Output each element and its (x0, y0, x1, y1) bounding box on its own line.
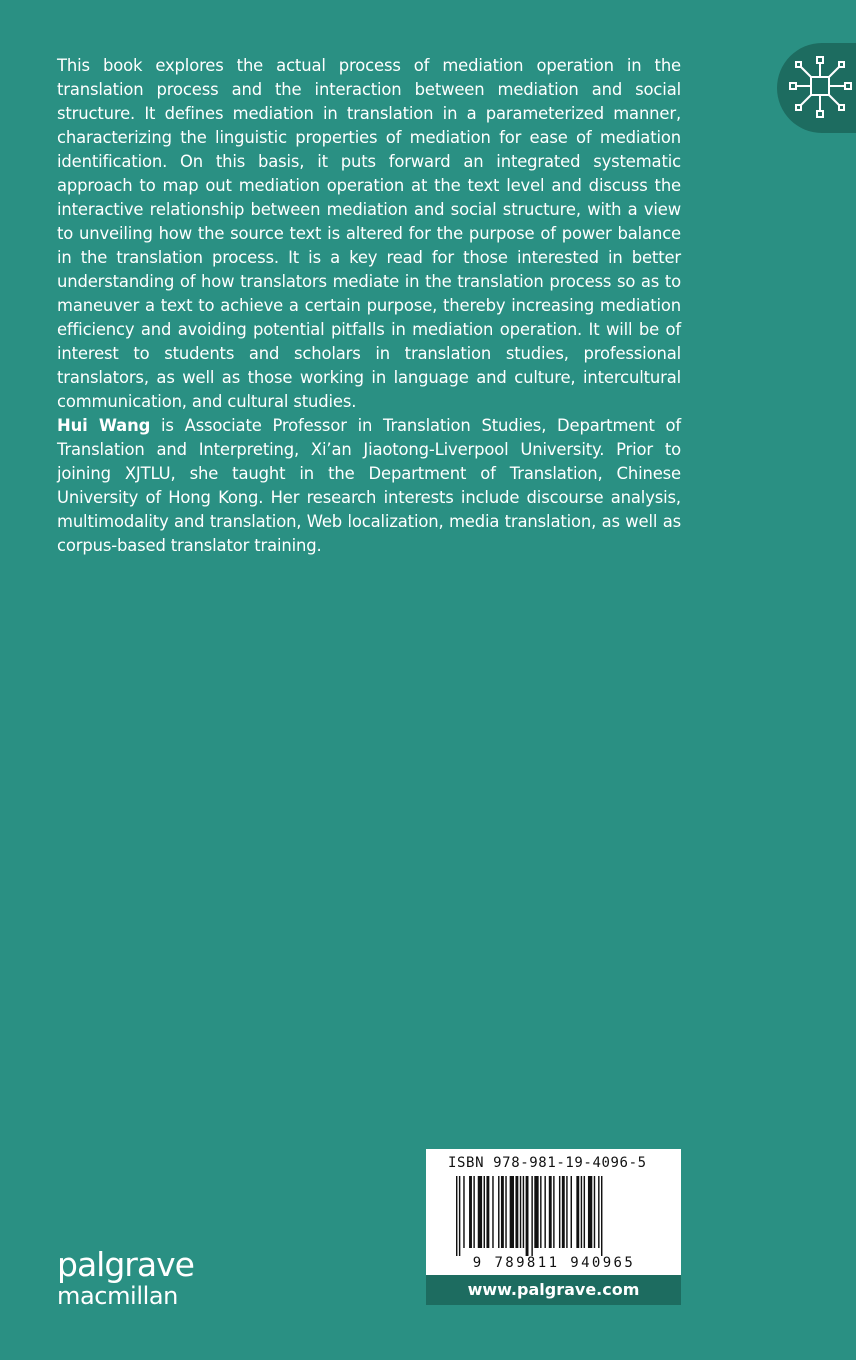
palgrave-macmillan-logo (57, 1247, 194, 1309)
barcode-bar (576, 1176, 579, 1248)
barcode-bar (478, 1176, 482, 1248)
barcode-bar (553, 1176, 554, 1248)
barcode-bar (544, 1176, 545, 1248)
barcode-bar (584, 1176, 585, 1248)
book-blurb: This book explores the actual process of mediation operation in the translation process and the interaction between mediation and social structure. It defines mediation in translation in a parameterized manner, characterizing the linguistic properties of mediation for ease of mediation identification. On this basis, it puts forward an integrated systematic approach to map out mediation operation at the text level and discuss the interactive relationship between mediation and social structure, with a view to unveiling how the source text is altered for the purpose of power balance in the translation process. It is a key read for those interested in better understanding of how translators mediate in the translation process so as to maneuver a text to achieve a certain purpose, thereby increasing mediation efficiency and avoiding potential pitfalls in mediation operation. It will be of interest to students and scholars in translation studies, professional translators, as well as those working in language and culture, intercultural communication, and cultural studies. (57, 56, 681, 412)
author-name: Hui Wang (57, 416, 151, 436)
barcode-bar (601, 1176, 602, 1256)
barcode-bar (492, 1176, 493, 1248)
barcode-bar (594, 1176, 595, 1248)
barcode-bar (459, 1176, 460, 1256)
author-bio-text: is Associate Professor in Translation Studies, Department of Translation and Interpreting, Xi’an Jiaotong-Liverpool University. Prior to joining XJTLU, she taught in the Department of Translation, Chinese University of Hong Kong. Her research interests include discourse analysis, multimodality and translation, Web localization, media translation, as well as corpus-based translator training. (57, 416, 682, 556)
barcode-bar (549, 1176, 552, 1248)
barcode-bar (598, 1176, 599, 1248)
barcode-bar (510, 1176, 514, 1248)
barcode-bar (456, 1176, 457, 1256)
barcode-bar (588, 1176, 592, 1248)
barcode-bar (566, 1176, 567, 1248)
barcode-panel (426, 1149, 681, 1275)
barcode-digits: 9 789811 940965 (472, 1255, 636, 1271)
barcode-bar (498, 1176, 499, 1248)
palgrave-network-icon (777, 43, 856, 133)
barcode-bar (463, 1176, 464, 1248)
barcode-icon (444, 1176, 664, 1271)
logo-line2: macmillan (57, 1282, 178, 1310)
barcode-bar (520, 1176, 521, 1248)
barcode-bar (534, 1176, 538, 1248)
logo-line1: palgrave (57, 1245, 194, 1284)
barcode-bar (571, 1176, 572, 1248)
barcode-bar (469, 1176, 472, 1248)
barcode-bar (559, 1176, 560, 1248)
barcode-bar (473, 1176, 474, 1248)
publisher-url: www.palgrave.com (426, 1275, 681, 1305)
barcode-bar (501, 1176, 504, 1248)
barcode-bar (531, 1176, 532, 1256)
barcode-bar (484, 1176, 485, 1248)
barcode-bar (515, 1176, 518, 1248)
author-bio (57, 414, 681, 558)
barcode-bar (505, 1176, 506, 1248)
barcode-bar (581, 1176, 582, 1248)
barcode-bar (526, 1176, 529, 1256)
barcode-bar (486, 1176, 489, 1248)
isbn-label: ISBN 978-981-19-4096-5 (448, 1155, 647, 1171)
barcode-bar (523, 1176, 524, 1248)
barcode-bar (540, 1176, 541, 1248)
barcode-bar (562, 1176, 565, 1248)
